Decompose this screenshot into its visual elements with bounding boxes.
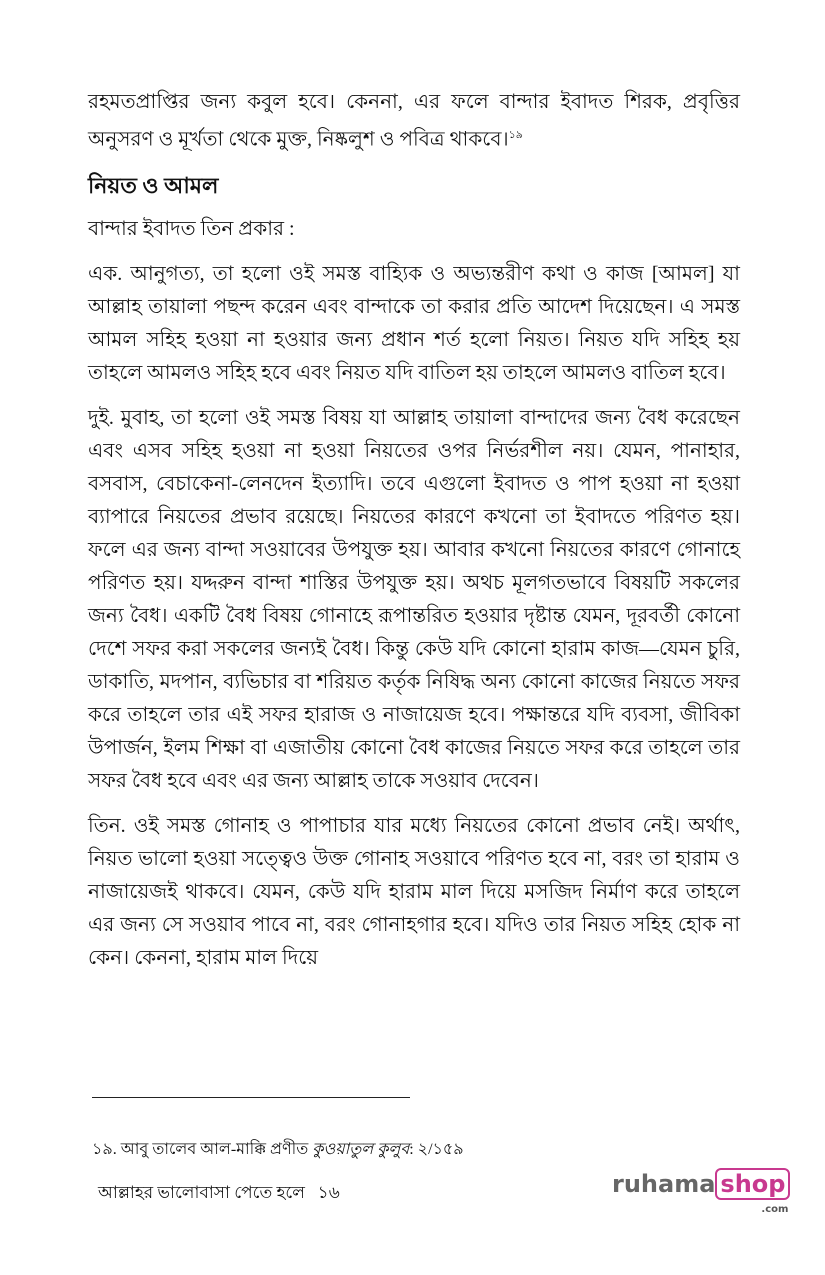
paragraph-three: তিন. ওই সমস্ত গোনাহ ও পাপাচার যার মধ্যে নিয়তের কোনো প্রভাব নেই। অর্থাৎ, নিয়ত ভালো হওয়া সত্ত্বেও উক্ত গোনাহ সওয়াবে পরিণত হবে না, বরং তা হারাম ও নাজায়েজই থাকবে। যেমন, কেউ যদি হারাম মাল দিয়ে মসজিদ নির্মাণ করে তাহলে এর জন্য সে সওয়াব পাবে না, বরং গোনাহগার হবে। যদিও তার নিয়ত সহিহ হোক না কেন। কেননা, হারাম মাল দিয়ে bbox=[88, 814, 740, 969]
logo-text: ruhama bbox=[612, 1170, 716, 1198]
book-title: আল্লাহর ভালোবাসা পেতে হলে bbox=[98, 1183, 305, 1202]
footnote-text: ১৯. আবু তালেব আল-মাক্কি প্রণীত bbox=[92, 1141, 313, 1158]
page-footer bbox=[98, 1180, 340, 1208]
paragraph-1 bbox=[88, 86, 740, 157]
ruhamashop-logo bbox=[612, 1170, 790, 1215]
section-heading: নিয়ত ও আমল bbox=[88, 172, 219, 198]
footnote-divider bbox=[92, 1097, 410, 1098]
paragraph-two: দুই. মুবাহ, তা হলো ওই সমস্ত বিষয় যা আল্লাহ তায়ালা বান্দাদের জন্য বৈধ করেছেন এবং এসব সহিহ হওয়া না হওয়া নিয়তের ওপর নির্ভরশীল নয়। যেমন, পানাহার, বসবাস, বেচাকেনা-লেনদেন ইত্যাদি। তবে এগুলো ইবাদত ও পাপ হওয়া না হওয়া ব্যাপারে নিয়তের প্রভাব রয়েছে। নিয়তের কারণে কখনো তা ইবাদতে পরিণত হয়। ফলে এর জন্য বান্দা সওয়াবের উপযুক্ত হয়। আবার কখনো নিয়তের কারণে গোনাহে পরিণত হয়। যদ্দরুন বান্দা শাস্তির উপযুক্ত হয়। অথচ মূলগতভাবে বিষয়টি সকলের জন্য বৈধ। একটি বৈধ বিষয় গোনাহে রূপান্তরিত হওয়ার দৃষ্টান্ত যেমন, দূরবর্তী কোনো দেশে সফর করা সকলের জন্যই বৈধ। কিন্তু কেউ যদি কোনো হারাম কাজ—যেমন চুরি, ডাকাতি, মদপান, ব্যভিচার বা শরিয়ত কর্তৃক নিষিদ্ধ অন্য কোনো কাজের নিয়তে সফর করে তাহলে তার এই সফর হারাজ ও নাজায়েজ হবে। পক্ষান্তরে যদি ব্যবসা, জীবিকা উপার্জন, ইলম শিক্ষা বা এজাতীয় কোনো বৈধ কাজের নিয়তে সফর করে তাহলে তার সফর বৈধ হবে এবং এর জন্য আল্লাহ তাকে সওয়াব দেবেন। bbox=[88, 406, 740, 792]
footnote-ref[interactable]: ১৯ bbox=[508, 129, 523, 141]
logo-shop: shop bbox=[715, 1168, 790, 1200]
paragraph-one: এক. আনুগত্য, তা হলো ওই সমস্ত বাহ্যিক ও অভ্যন্তরীণ কথা ও কাজ [আমল] যা আল্লাহ তায়ালা পছন্দ করেন এবং বান্দাকে তা করার প্রতি আদেশ দিয়েছেন। এ সমস্ত আমল সহিহ হওয়া না হওয়ার জন্য প্রধান শর্ত হলো নিয়ত। নিয়ত যদি সহিহ হয় তাহলে আমলও সহিহ হবে এবং নিয়ত যদি বাতিল হয় তাহলে আমলও বাতিল হবে। bbox=[88, 262, 740, 384]
paragraph-text: রহমতপ্রাপ্তির জন্য কবুল হবে। কেননা, এর ফলে বান্দার ইবাদত শিরক, প্রবৃত্তির অনুসরণ ও মূর্খতা থেকে মুক্ত, নিষ্কলুশ ও পবিত্র থাকবে। bbox=[88, 91, 740, 151]
footnote-ref-page: : ২/১৫৯ bbox=[409, 1141, 464, 1158]
page-number: ১৬ bbox=[317, 1183, 340, 1202]
footnote-title: কুওয়াতুল কুলুব bbox=[312, 1141, 410, 1158]
page-body bbox=[88, 86, 740, 987]
intro-line: বান্দার ইবাদত তিন প্রকার : bbox=[88, 217, 295, 240]
footnote bbox=[92, 1136, 464, 1163]
logo-domain: .com bbox=[761, 1204, 789, 1215]
